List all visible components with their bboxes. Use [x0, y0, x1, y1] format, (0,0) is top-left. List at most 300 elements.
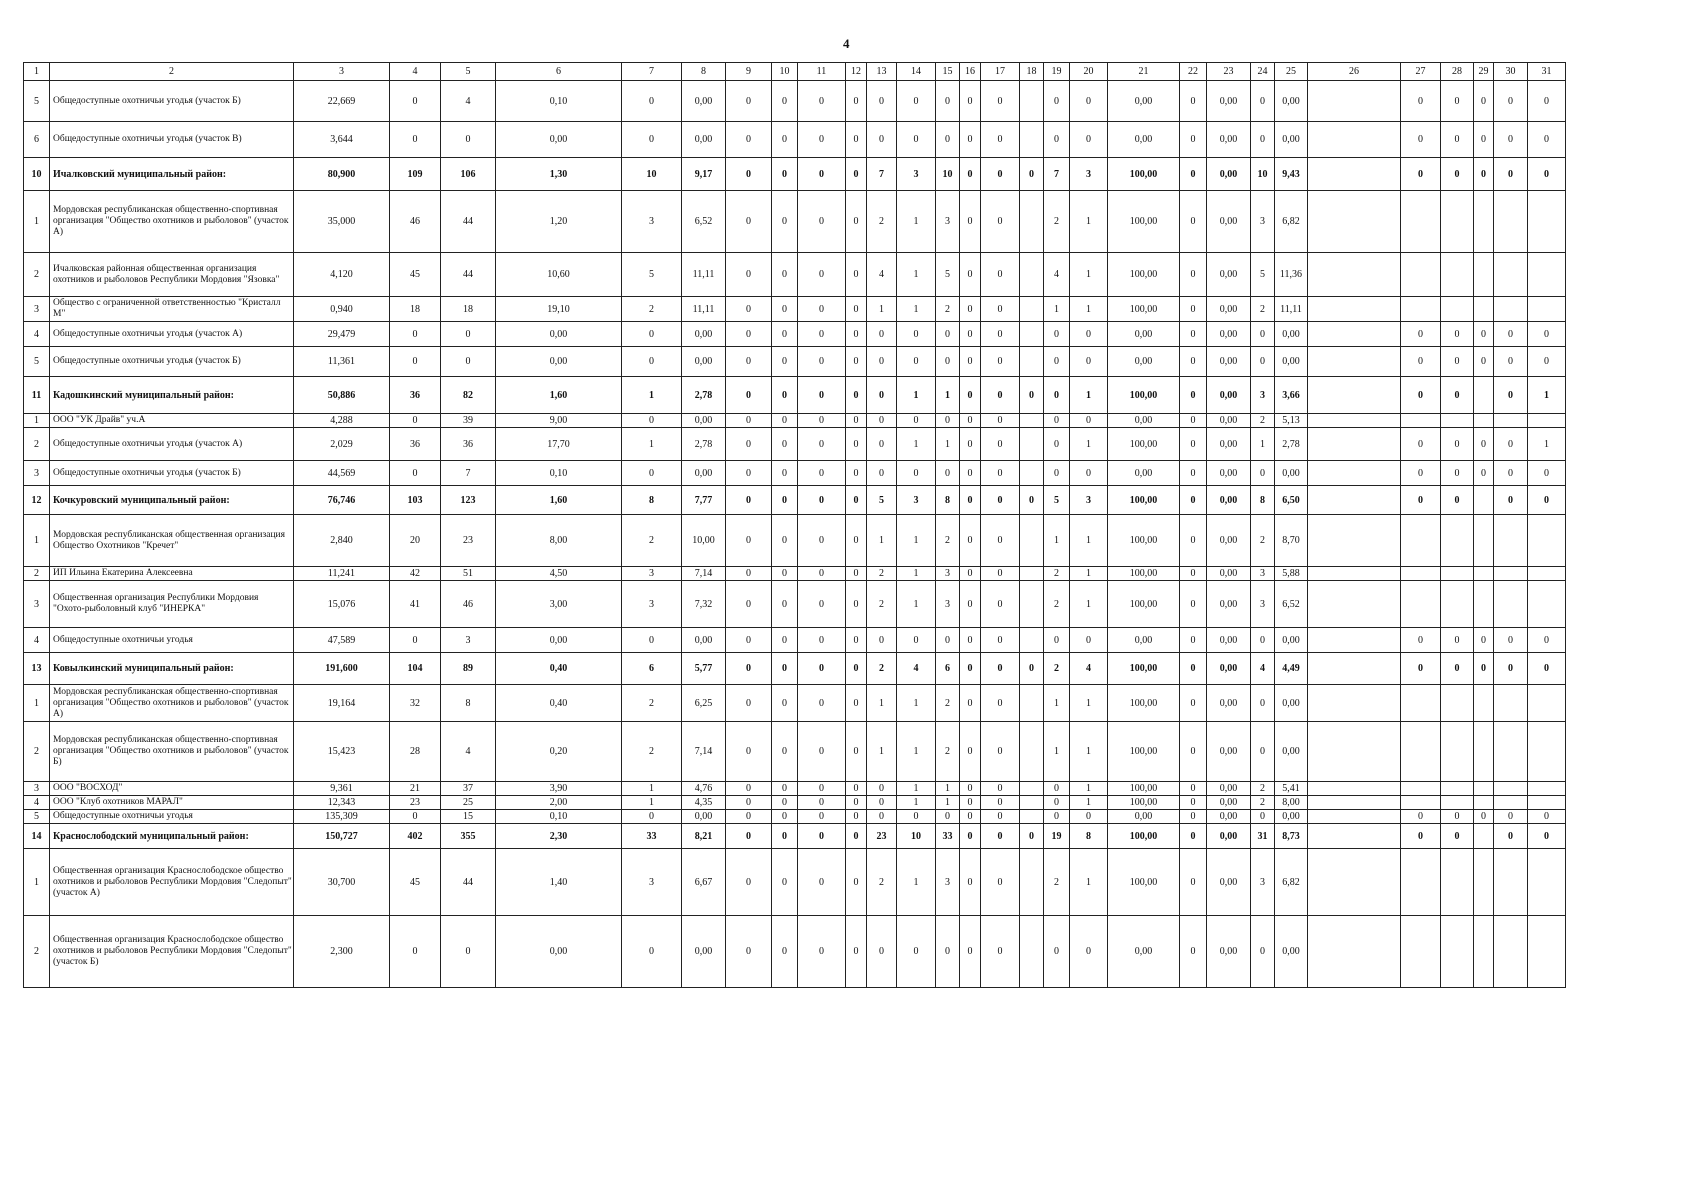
row-number-cell: 2 — [24, 428, 50, 461]
value-cell: 33 — [936, 824, 960, 849]
value-cell: 106 — [441, 158, 496, 191]
value-cell: 0 — [1044, 81, 1070, 122]
value-cell: 0 — [772, 347, 798, 377]
value-cell: 6 — [622, 653, 682, 685]
value-cell: 0 — [390, 81, 441, 122]
value-cell: 11,11 — [682, 297, 726, 322]
value-cell — [1308, 158, 1401, 191]
value-cell — [1474, 685, 1494, 722]
value-cell: 0,00 — [1275, 810, 1308, 824]
column-number-cell: 30 — [1494, 63, 1528, 81]
value-cell: 0,40 — [496, 653, 622, 685]
value-cell: 0 — [981, 824, 1020, 849]
value-cell: 0 — [1180, 122, 1207, 158]
hunting-ground-row — [24, 322, 1566, 347]
value-cell: 2 — [1044, 191, 1070, 253]
value-cell: 0 — [1044, 414, 1070, 428]
value-cell: 2 — [622, 722, 682, 782]
value-cell: 1 — [1528, 377, 1566, 414]
value-cell: 7,32 — [682, 581, 726, 628]
value-cell: 0 — [798, 81, 846, 122]
value-cell: 135,309 — [294, 810, 390, 824]
value-cell: 0 — [960, 722, 981, 782]
value-cell: 3,90 — [496, 782, 622, 796]
value-cell: 4,50 — [496, 567, 622, 581]
value-cell: 0,00 — [1108, 414, 1180, 428]
value-cell: 0 — [846, 722, 867, 782]
value-cell: 0 — [1401, 81, 1441, 122]
row-number-cell: 1 — [24, 191, 50, 253]
value-cell: 7 — [1044, 158, 1070, 191]
value-cell: 0 — [1251, 916, 1275, 988]
row-number-cell: 13 — [24, 653, 50, 685]
value-cell — [1308, 347, 1401, 377]
value-cell: 3 — [1251, 191, 1275, 253]
hunting-ground-row — [24, 722, 1566, 782]
value-cell: 109 — [390, 158, 441, 191]
value-cell: 0 — [1494, 824, 1528, 849]
value-cell — [1528, 685, 1566, 722]
value-cell: 2 — [1251, 796, 1275, 810]
value-cell: 0 — [936, 81, 960, 122]
value-cell: 7 — [867, 158, 897, 191]
value-cell: 0 — [1441, 377, 1474, 414]
value-cell: 35,000 — [294, 191, 390, 253]
value-cell — [1528, 849, 1566, 916]
organization-name-cell: Общедоступные охотничьи угодья (участок Б) — [50, 461, 294, 486]
value-cell: 0 — [726, 297, 772, 322]
column-number-cell: 12 — [846, 63, 867, 81]
value-cell: 1 — [897, 685, 936, 722]
value-cell: 0 — [772, 428, 798, 461]
value-cell — [1308, 297, 1401, 322]
hunting-ground-row — [24, 428, 1566, 461]
value-cell: 10,00 — [682, 515, 726, 567]
value-cell: 0 — [981, 685, 1020, 722]
value-cell: 0 — [622, 810, 682, 824]
value-cell: 0 — [981, 322, 1020, 347]
row-number-cell: 5 — [24, 81, 50, 122]
value-cell: 12,343 — [294, 796, 390, 810]
column-number-cell: 3 — [294, 63, 390, 81]
value-cell: 89 — [441, 653, 496, 685]
value-cell: 0,00 — [1275, 347, 1308, 377]
value-cell: 44 — [441, 191, 496, 253]
value-cell: 0,00 — [1207, 810, 1251, 824]
value-cell: 50,886 — [294, 377, 390, 414]
value-cell: 100,00 — [1108, 486, 1180, 515]
value-cell: 44 — [441, 849, 496, 916]
value-cell: 0 — [772, 628, 798, 653]
value-cell: 11,36 — [1275, 253, 1308, 297]
value-cell: 0 — [798, 322, 846, 347]
value-cell: 2 — [867, 191, 897, 253]
value-cell: 0 — [1180, 297, 1207, 322]
value-cell: 0 — [726, 824, 772, 849]
value-cell — [1020, 581, 1044, 628]
value-cell: 8,21 — [682, 824, 726, 849]
value-cell: 5 — [867, 486, 897, 515]
column-number-cell: 15 — [936, 63, 960, 81]
value-cell — [1441, 414, 1474, 428]
value-cell: 0 — [981, 191, 1020, 253]
column-number-cell: 23 — [1207, 63, 1251, 81]
value-cell: 0 — [772, 461, 798, 486]
value-cell: 0 — [1180, 461, 1207, 486]
organization-name-cell: ООО "ВОСХОД" — [50, 782, 294, 796]
value-cell — [1308, 322, 1401, 347]
value-cell — [1528, 414, 1566, 428]
value-cell — [1474, 581, 1494, 628]
value-cell: 3 — [1070, 486, 1108, 515]
row-number-cell: 11 — [24, 377, 50, 414]
value-cell: 0 — [1401, 377, 1441, 414]
organization-name-cell: ООО "УК Драйв" уч.А — [50, 414, 294, 428]
value-cell: 0 — [726, 628, 772, 653]
value-cell: 0 — [798, 428, 846, 461]
value-cell: 0 — [726, 515, 772, 567]
value-cell: 51 — [441, 567, 496, 581]
value-cell — [1494, 414, 1528, 428]
value-cell — [1308, 722, 1401, 782]
value-cell: 5,88 — [1275, 567, 1308, 581]
value-cell: 1 — [897, 428, 936, 461]
value-cell: 39 — [441, 414, 496, 428]
value-cell: 0 — [1401, 653, 1441, 685]
value-cell: 0 — [390, 347, 441, 377]
column-number-cell: 6 — [496, 63, 622, 81]
hunting-ground-row — [24, 810, 1566, 824]
value-cell: 0 — [772, 515, 798, 567]
value-cell: 0 — [622, 461, 682, 486]
value-cell: 0 — [1494, 486, 1528, 515]
value-cell: 0 — [867, 810, 897, 824]
hunting-ground-row — [24, 461, 1566, 486]
value-cell — [1474, 796, 1494, 810]
column-number-cell: 4 — [390, 63, 441, 81]
value-cell: 0 — [772, 158, 798, 191]
value-cell: 0 — [1180, 849, 1207, 916]
value-cell: 0 — [798, 414, 846, 428]
value-cell: 0 — [846, 515, 867, 567]
column-number-cell: 25 — [1275, 63, 1308, 81]
value-cell: 0 — [1180, 486, 1207, 515]
value-cell: 0 — [1474, 628, 1494, 653]
value-cell: 0 — [622, 347, 682, 377]
value-cell: 0 — [1528, 628, 1566, 653]
value-cell: 0,00 — [1108, 347, 1180, 377]
value-cell: 3,644 — [294, 122, 390, 158]
value-cell: 0 — [1251, 722, 1275, 782]
value-cell: 0 — [726, 158, 772, 191]
value-cell: 0 — [846, 810, 867, 824]
value-cell: 6,50 — [1275, 486, 1308, 515]
value-cell: 0 — [960, 515, 981, 567]
value-cell: 0 — [772, 916, 798, 988]
value-cell: 0 — [772, 322, 798, 347]
value-cell: 0 — [1020, 653, 1044, 685]
value-cell: 1 — [1070, 849, 1108, 916]
value-cell: 0 — [390, 122, 441, 158]
value-cell — [1308, 191, 1401, 253]
district-total-row — [24, 653, 1566, 685]
value-cell: 0,00 — [682, 461, 726, 486]
value-cell: 0 — [622, 916, 682, 988]
value-cell: 0 — [960, 796, 981, 810]
value-cell: 33 — [622, 824, 682, 849]
value-cell: 0 — [772, 581, 798, 628]
value-cell: 100,00 — [1108, 191, 1180, 253]
value-cell: 100,00 — [1108, 428, 1180, 461]
value-cell: 1 — [867, 722, 897, 782]
value-cell — [1441, 253, 1474, 297]
value-cell: 0 — [726, 347, 772, 377]
value-cell: 10 — [936, 158, 960, 191]
value-cell: 0 — [1441, 81, 1474, 122]
value-cell — [1020, 722, 1044, 782]
value-cell: 104 — [390, 653, 441, 685]
value-cell: 0 — [726, 849, 772, 916]
value-cell: 0 — [846, 628, 867, 653]
value-cell: 1 — [1070, 191, 1108, 253]
value-cell: 0 — [441, 122, 496, 158]
value-cell: 0 — [1494, 377, 1528, 414]
value-cell: 0 — [936, 810, 960, 824]
value-cell: 0 — [846, 122, 867, 158]
organization-name-cell: Общедоступные охотничьи угодья (участок А) — [50, 322, 294, 347]
value-cell: 0,00 — [1275, 916, 1308, 988]
value-cell — [1441, 191, 1474, 253]
value-cell: 0 — [726, 685, 772, 722]
value-cell: 0,00 — [1207, 515, 1251, 567]
value-cell: 1 — [897, 377, 936, 414]
value-cell — [1308, 685, 1401, 722]
value-cell: 1,30 — [496, 158, 622, 191]
value-cell: 0 — [1180, 722, 1207, 782]
value-cell: 0 — [726, 782, 772, 796]
value-cell: 0 — [897, 916, 936, 988]
value-cell — [1441, 796, 1474, 810]
value-cell: 0 — [981, 486, 1020, 515]
value-cell: 0 — [960, 824, 981, 849]
value-cell: 0 — [798, 461, 846, 486]
value-cell: 0,00 — [496, 628, 622, 653]
value-cell: 8 — [1251, 486, 1275, 515]
value-cell: 0 — [981, 377, 1020, 414]
organization-name-cell: Общественная организация Краснослободское общество охотников и рыболовов Республики Мордовия "Следопыт" (участок А) — [50, 849, 294, 916]
value-cell: 0,00 — [1207, 297, 1251, 322]
value-cell: 0 — [846, 191, 867, 253]
value-cell: 0 — [846, 567, 867, 581]
value-cell: 6 — [936, 653, 960, 685]
value-cell: 0 — [1044, 810, 1070, 824]
value-cell: 0,00 — [1207, 191, 1251, 253]
column-number-cell: 5 — [441, 63, 496, 81]
value-cell: 0 — [981, 461, 1020, 486]
value-cell: 0,00 — [1108, 322, 1180, 347]
row-number-cell: 2 — [24, 916, 50, 988]
value-cell — [1401, 796, 1441, 810]
value-cell: 0 — [1474, 347, 1494, 377]
value-cell — [1020, 796, 1044, 810]
value-cell — [1441, 685, 1474, 722]
value-cell: 0 — [1180, 428, 1207, 461]
value-cell: 0 — [1180, 347, 1207, 377]
value-cell: 1 — [897, 796, 936, 810]
value-cell: 0 — [846, 581, 867, 628]
value-cell: 0 — [867, 81, 897, 122]
value-cell: 9,361 — [294, 782, 390, 796]
value-cell: 0 — [1180, 824, 1207, 849]
value-cell: 3 — [622, 581, 682, 628]
value-cell — [1494, 253, 1528, 297]
value-cell: 0,00 — [1207, 122, 1251, 158]
value-cell: 3 — [936, 567, 960, 581]
row-number-cell: 5 — [24, 810, 50, 824]
row-number-cell: 4 — [24, 628, 50, 653]
value-cell: 0,00 — [682, 347, 726, 377]
value-cell: 0 — [846, 297, 867, 322]
value-cell: 0 — [981, 782, 1020, 796]
value-cell: 0 — [936, 322, 960, 347]
value-cell: 8,00 — [496, 515, 622, 567]
value-cell: 4 — [441, 722, 496, 782]
value-cell: 0 — [960, 653, 981, 685]
value-cell: 2,30 — [496, 824, 622, 849]
value-cell: 3 — [1251, 567, 1275, 581]
value-cell: 8,70 — [1275, 515, 1308, 567]
value-cell: 0 — [867, 347, 897, 377]
value-cell: 10 — [897, 824, 936, 849]
value-cell — [1441, 581, 1474, 628]
value-cell — [1441, 722, 1474, 782]
value-cell: 0,00 — [1207, 628, 1251, 653]
value-cell: 1 — [1070, 567, 1108, 581]
value-cell — [1494, 567, 1528, 581]
value-cell: 100,00 — [1108, 377, 1180, 414]
value-cell — [1020, 347, 1044, 377]
value-cell: 0 — [1401, 347, 1441, 377]
value-cell: 0,00 — [1275, 461, 1308, 486]
hunting-ground-row — [24, 685, 1566, 722]
value-cell — [1308, 461, 1401, 486]
value-cell — [1494, 581, 1528, 628]
value-cell: 6,25 — [682, 685, 726, 722]
value-cell: 0 — [772, 122, 798, 158]
value-cell: 8 — [936, 486, 960, 515]
value-cell: 0 — [798, 158, 846, 191]
column-number-cell: 22 — [1180, 63, 1207, 81]
value-cell: 0 — [846, 486, 867, 515]
value-cell: 0 — [960, 428, 981, 461]
value-cell: 0 — [1180, 377, 1207, 414]
value-cell: 0 — [897, 810, 936, 824]
value-cell — [1474, 782, 1494, 796]
value-cell — [1308, 486, 1401, 515]
hunting-ground-row — [24, 567, 1566, 581]
value-cell: 0 — [1494, 122, 1528, 158]
value-cell — [1308, 581, 1401, 628]
value-cell: 0 — [1474, 322, 1494, 347]
value-cell — [1441, 916, 1474, 988]
value-cell: 0 — [981, 428, 1020, 461]
value-cell: 0 — [798, 916, 846, 988]
value-cell: 0 — [726, 567, 772, 581]
value-cell: 3,66 — [1275, 377, 1308, 414]
value-cell: 1 — [1070, 297, 1108, 322]
value-cell: 0 — [798, 486, 846, 515]
value-cell: 9,00 — [496, 414, 622, 428]
value-cell: 1 — [897, 253, 936, 297]
value-cell: 1 — [897, 567, 936, 581]
value-cell: 0 — [960, 685, 981, 722]
value-cell: 21 — [390, 782, 441, 796]
value-cell: 1 — [867, 685, 897, 722]
value-cell — [1528, 796, 1566, 810]
organization-name-cell: Общественная организация Краснослободское общество охотников и рыболовов Республики Мордовия "Следопыт" (участок Б) — [50, 916, 294, 988]
value-cell: 2 — [1044, 567, 1070, 581]
value-cell: 0,00 — [1108, 81, 1180, 122]
value-cell: 1 — [1044, 515, 1070, 567]
value-cell: 5,41 — [1275, 782, 1308, 796]
value-cell: 0 — [981, 81, 1020, 122]
value-cell: 0 — [1528, 322, 1566, 347]
value-cell: 1 — [1070, 685, 1108, 722]
value-cell — [1494, 916, 1528, 988]
column-number-cell: 8 — [682, 63, 726, 81]
value-cell: 0 — [1494, 322, 1528, 347]
value-cell — [1528, 191, 1566, 253]
value-cell: 0 — [1070, 347, 1108, 377]
value-cell: 0 — [726, 581, 772, 628]
organization-name-cell: Мордовская республиканская общественная организация Общество Охотников "Кречет" — [50, 515, 294, 567]
value-cell: 0 — [1494, 461, 1528, 486]
value-cell: 0 — [981, 810, 1020, 824]
value-cell — [1474, 253, 1494, 297]
value-cell: 2 — [1251, 414, 1275, 428]
organization-name-cell: ИП Ильина Екатерина Алексеевна — [50, 567, 294, 581]
value-cell: 0 — [390, 322, 441, 347]
column-number-cell: 10 — [772, 63, 798, 81]
value-cell: 1 — [867, 515, 897, 567]
value-cell — [1441, 782, 1474, 796]
value-cell — [1308, 653, 1401, 685]
organization-name-cell: Краснослободский муниципальный район: — [50, 824, 294, 849]
column-number-cell: 13 — [867, 63, 897, 81]
value-cell: 0 — [1180, 515, 1207, 567]
value-cell: 0 — [897, 122, 936, 158]
value-cell: 0 — [798, 796, 846, 810]
value-cell: 0 — [867, 122, 897, 158]
value-cell — [1308, 796, 1401, 810]
value-cell — [1401, 253, 1441, 297]
value-cell: 100,00 — [1108, 253, 1180, 297]
value-cell: 0 — [1528, 158, 1566, 191]
row-number-cell: 1 — [24, 685, 50, 722]
value-cell: 0,20 — [496, 722, 622, 782]
value-cell: 0 — [772, 824, 798, 849]
value-cell: 1 — [936, 377, 960, 414]
column-number-cell: 24 — [1251, 63, 1275, 81]
value-cell: 0 — [1180, 414, 1207, 428]
value-cell — [1441, 849, 1474, 916]
value-cell: 2 — [867, 581, 897, 628]
value-cell: 0 — [846, 916, 867, 988]
value-cell: 36 — [441, 428, 496, 461]
value-cell: 2 — [1044, 849, 1070, 916]
value-cell: 0,00 — [1275, 722, 1308, 782]
value-cell: 0 — [798, 377, 846, 414]
